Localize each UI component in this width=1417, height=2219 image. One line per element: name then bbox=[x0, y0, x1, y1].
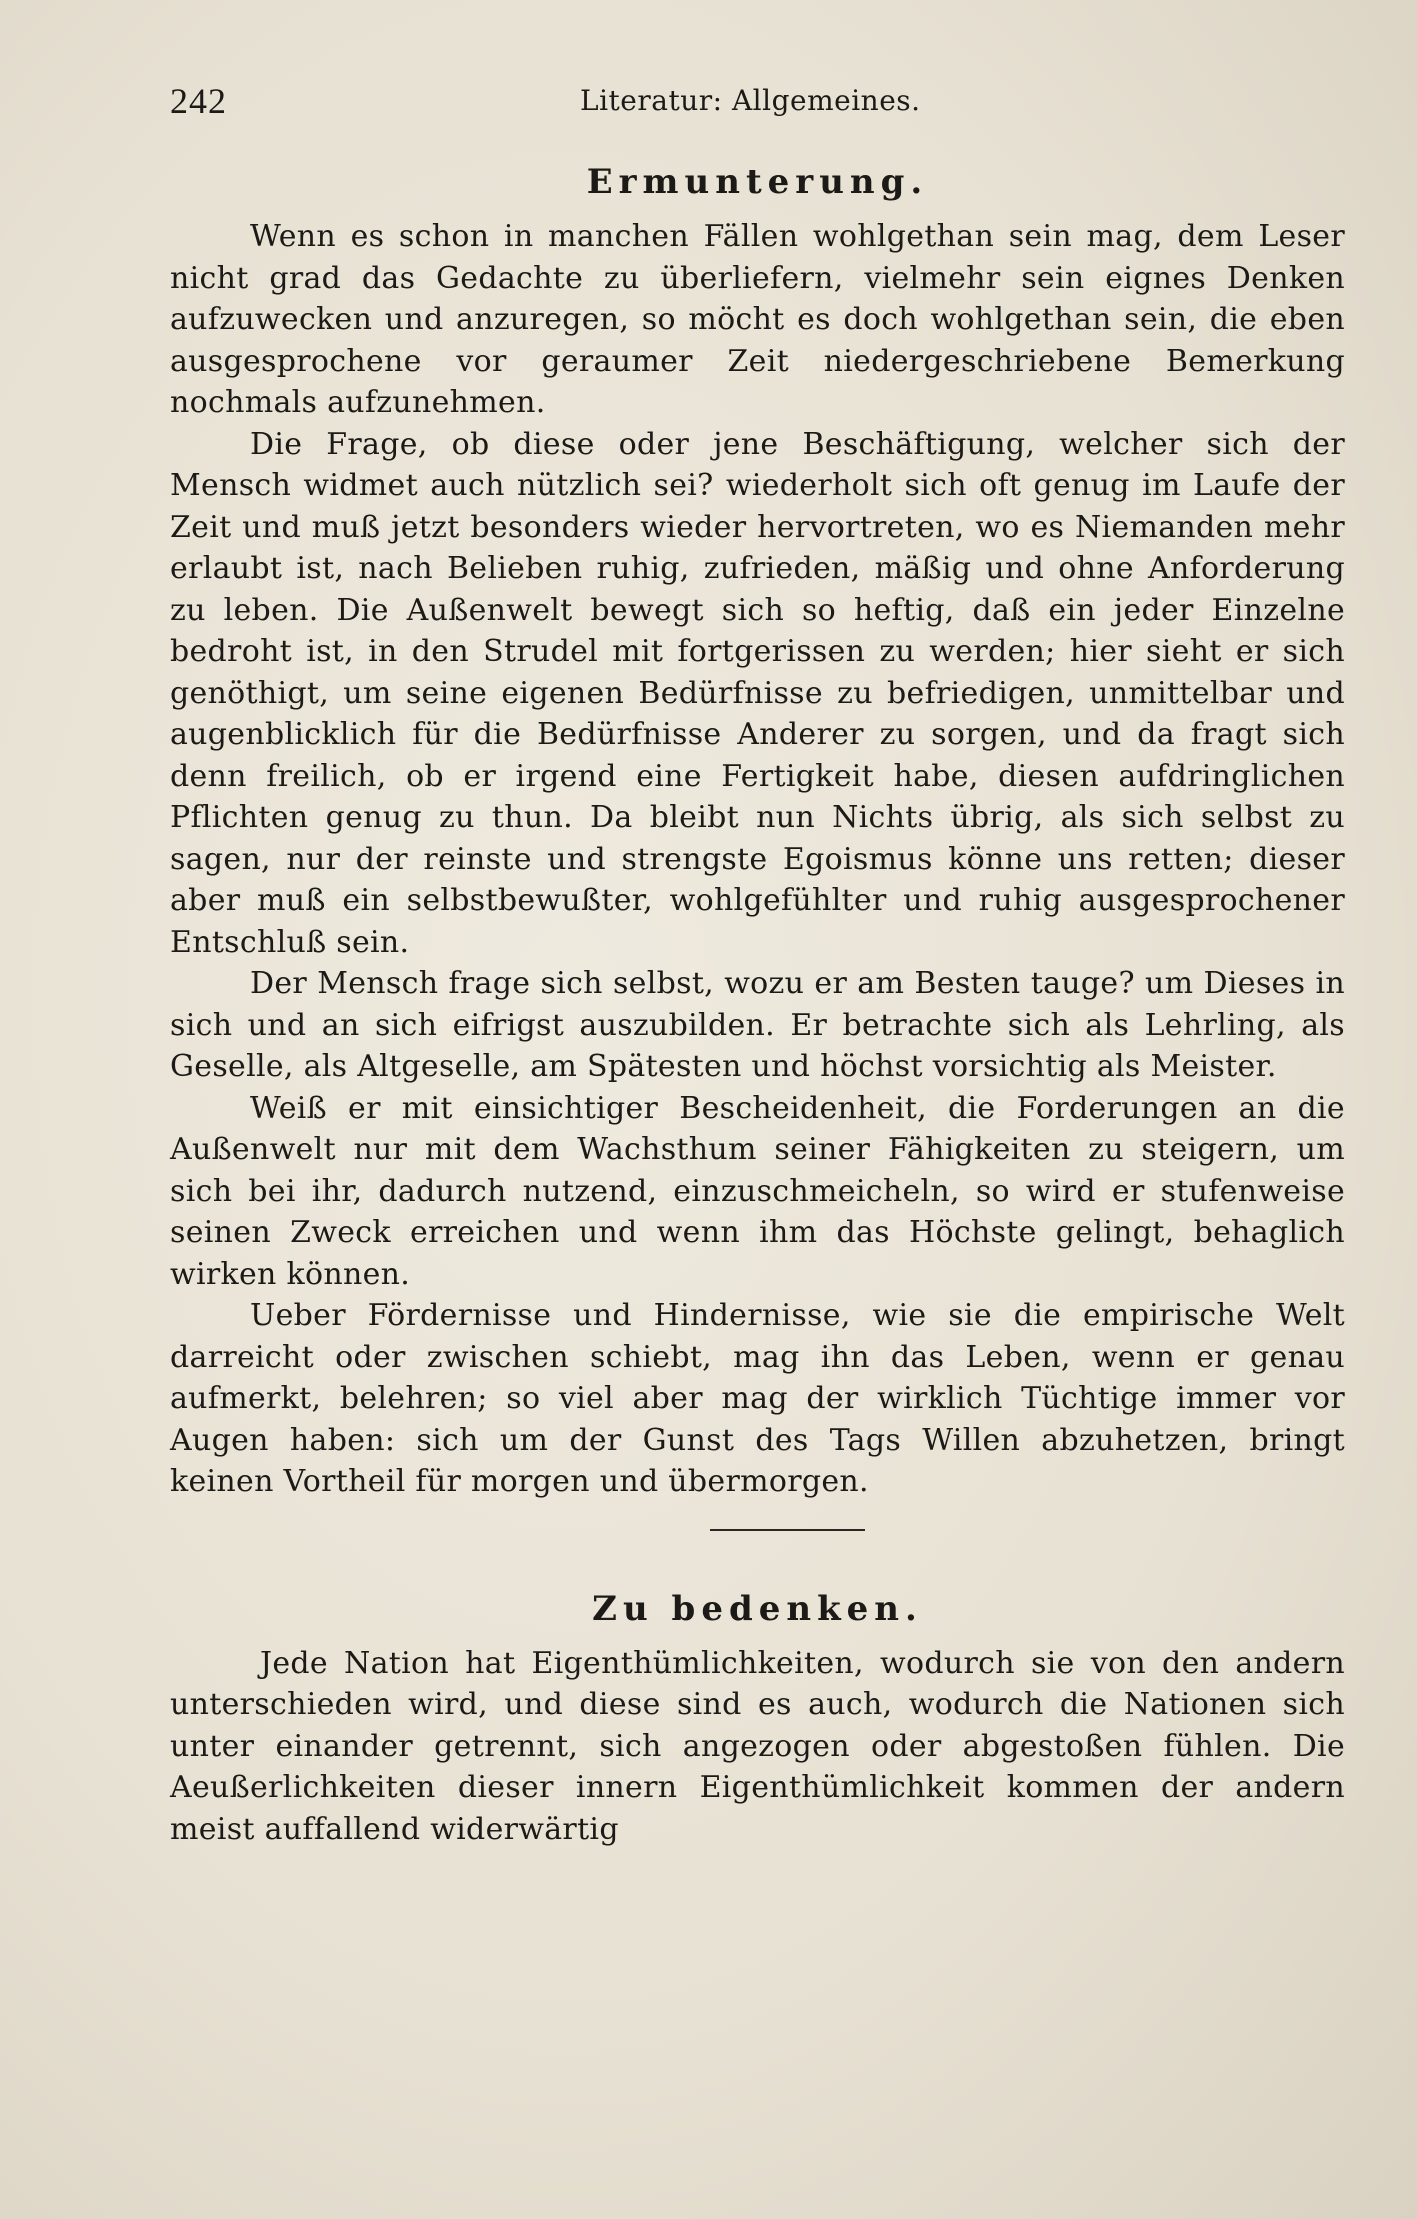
paragraph: Weiß er mit einsichtiger Bescheidenheit, die Forderungen an die Außenwelt nur mit dem Wachsthum seiner Fähigkeiten zu steigern, um sich bei ihr, dadurch nutzend, einzuschmeicheln, so wird er stufenweise seinen Zweck erreichen und wenn ihm das Höchste gelingt, behaglich wirken können. bbox=[170, 1090, 1345, 1292]
running-title: Literatur: Allgemeines. bbox=[580, 84, 921, 117]
paragraph: Die Frage, ob diese oder jene Beschäftigung, welcher sich der Mensch widmet auch nützlich sei? wiederholt sich oft genug im Laufe der Zeit und muß jetzt besonders wieder hervortreten, wo es Niemanden mehr erlaubt ist, nach Belieben ruhig, zufrieden, mäßig und ohne Anforderung zu leben. Die Außenwelt bewegt sich so heftig, daß ein jeder Einzelne bedroht ist, in den Strudel mit fortgerissen zu werden; hier sieht er sich genöthigt, um seine eigenen Bedürfnisse zu befriedigen, unmittelbar und augenblicklich für die Bedürfnisse Anderer zu sorgen, und da fragt sich denn freilich, ob er irgend eine Fertigkeit habe, diesen aufdringlichen Pflichten genug zu thun. Da bleibt nun Nichts übrig, als sich selbst zu sagen, nur der reinste und strengste Egoismus könne uns retten; dieser aber muß ein selbstbewußter, wohlgefühlter und ruhig ausgesprochener Entschluß sein. bbox=[170, 426, 1345, 960]
section-ermunterung bbox=[170, 162, 1345, 1503]
section-heading: Zu bedenken. bbox=[592, 1588, 923, 1629]
running-head bbox=[170, 80, 1345, 140]
section-zu-bedenken bbox=[170, 1589, 1345, 1851]
paragraph: Wenn es schon in manchen Fällen wohlgethan sein mag, dem Leser nicht grad das Gedachte zu überliefern, vielmehr sein eignes Denken aufzuwecken und anzuregen, so möcht es doch wohlgethan sein, die eben ausgesprochene vor geraumer Zeit niedergeschriebene Bemerkung nochmals aufzunehmen. bbox=[170, 219, 1345, 420]
paragraph: Der Mensch frage sich selbst, wozu er am Besten tauge? um Dieses in sich und an sich eifrigst auszubilden. Er betrachte sich als Lehrling, als Geselle, als Altgeselle, am Spätesten und höchst vorsichtig als Meister. bbox=[170, 966, 1345, 1084]
paragraph: Ueber Fördernisse und Hindernisse, wie sie die empirische Welt darreicht oder zwischen schiebt, mag ihn das Leben, wenn er genau aufmerkt, belehren; so viel aber mag der wirklich Tüchtige immer vor Augen haben: sich um der Gunst des Tags Willen abzuhetzen, bringt keinen Vortheil für morgen und übermorgen. bbox=[170, 1298, 1345, 1499]
page-number: 242 bbox=[170, 81, 227, 121]
section-divider bbox=[710, 1529, 865, 1531]
section-heading: Ermunterung. bbox=[586, 162, 929, 202]
book-page bbox=[170, 80, 1345, 2180]
paragraph: Jede Nation hat Eigenthümlichkeiten, wodurch sie von den andern unterschieden wird, und diese sind es auch, wodurch die Nationen sich unter einander getrennt, sich angezogen oder abgestoßen fühlen. Die Aeußerlichkeiten dieser innern Eigenthümlichkeit kommen der andern meist auffallend widerwärtig bbox=[170, 1645, 1345, 1847]
